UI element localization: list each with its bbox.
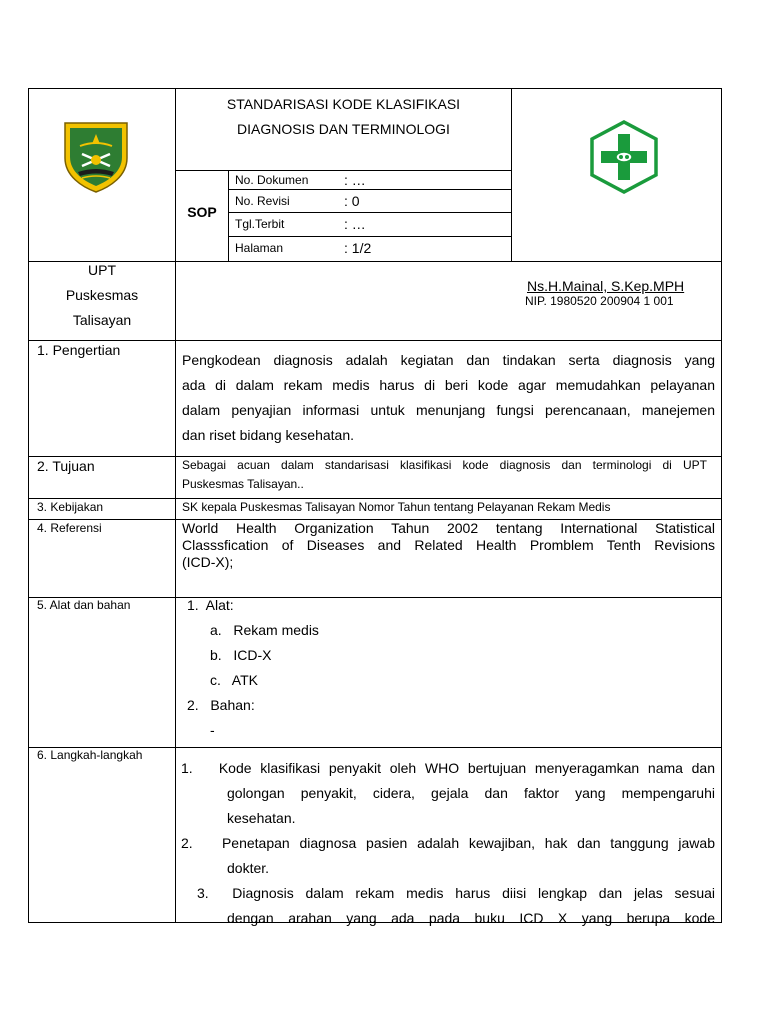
meta-value-halaman: : 1/2	[344, 240, 372, 256]
alat-item-icd-x: b. ICD-X	[210, 647, 272, 663]
meta-value-no-revisi: : 0	[344, 193, 360, 209]
kebijakan-text: SK kepala Puskesmas Talisayan Nomor Tahun tentang Pelayanan Rekam Medis	[182, 500, 611, 514]
puskesmas-hexagon-logo-icon	[589, 120, 659, 194]
section-label-pengertian: 1. Pengertian	[37, 342, 121, 358]
tujuan-text: Sebagai acuan dalam standarisasi klasifikasi kode diagnosis dan terminologi di UPT Puskesmas Talisayan..	[182, 458, 707, 491]
regional-emblem-icon	[62, 120, 130, 194]
meta-label-tgl-terbit: Tgl.Terbit	[235, 217, 285, 231]
bahan-heading: 2. Bahan:	[187, 697, 255, 713]
meta-value-no-dokumen: : …	[344, 172, 366, 188]
pengertian-text: Pengkodean diagnosis adalah kegiatan dan tindakan serta diagnosis yang ada di dalam rekam medis harus di beri kode agar memudahkan pelayanan dalam penyajian informasi untuk menunjang fungsi perencanaan, manejemen dan riset bidang kesehatan.	[182, 352, 715, 443]
alat-item-rekam-medis: a. Rekam medis	[210, 622, 319, 638]
document-title-line1: STANDARISASI KODE KLASIFIKASI	[226, 96, 461, 112]
section-label-alat: 5. Alat dan bahan	[37, 598, 131, 612]
langkah-step-2: 2. Penetapan diagnosa pasien adalah kewajiban, hak dan tanggung jawab dokter.	[181, 835, 715, 876]
sop-label: SOP	[187, 204, 217, 220]
meta-value-tgl-terbit: : …	[344, 216, 366, 232]
org-line1: UPT	[88, 262, 116, 278]
section-label-tujuan: 2. Tujuan	[37, 458, 95, 474]
section-label-referensi: 4. Referensi	[37, 521, 102, 535]
meta-label-no-revisi: No. Revisi	[235, 194, 290, 208]
bahan-item: -	[210, 722, 215, 738]
alat-heading: 1. Alat:	[187, 597, 234, 613]
langkah-step-1: 1. Kode klasifikasi penyakit oleh WHO bertujuan menyeragamkan nama dan golongan penyakit, cidera, gejala dan faktor yang mempengaruhi kesehatan.	[181, 760, 715, 826]
signer-nip: NIP. 1980520 200904 1 001	[525, 294, 674, 308]
section-label-kebijakan: 3. Kebijakan	[37, 500, 104, 514]
alat-item-atk: c. ATK	[210, 672, 258, 688]
langkah-step-3: 3. Diagnosis dalam rekam medis harus diisi lengkap dan jelas sesuai dengan arahan yang ada pada buku ICD X yang berupa kode	[197, 885, 715, 926]
org-line2: Puskesmas	[65, 287, 139, 303]
referensi-text: World Health Organization Tahun 2002 tentang International Statistical Classsfication of Diseases and Related Health Promblem Tenth Revisions (ICD-X);	[182, 520, 715, 570]
section-label-langkah: 6. Langkah-langkah	[37, 748, 143, 762]
meta-label-no-dokumen: No. Dokumen	[235, 173, 309, 187]
document-title-line2: DIAGNOSIS DAN TERMINOLOGI	[237, 121, 450, 137]
meta-label-halaman: Halaman	[235, 241, 284, 255]
signer-name: Ns.H.Mainal, S.Kep.MPH	[527, 278, 685, 294]
org-line3: Talisayan	[72, 312, 132, 328]
